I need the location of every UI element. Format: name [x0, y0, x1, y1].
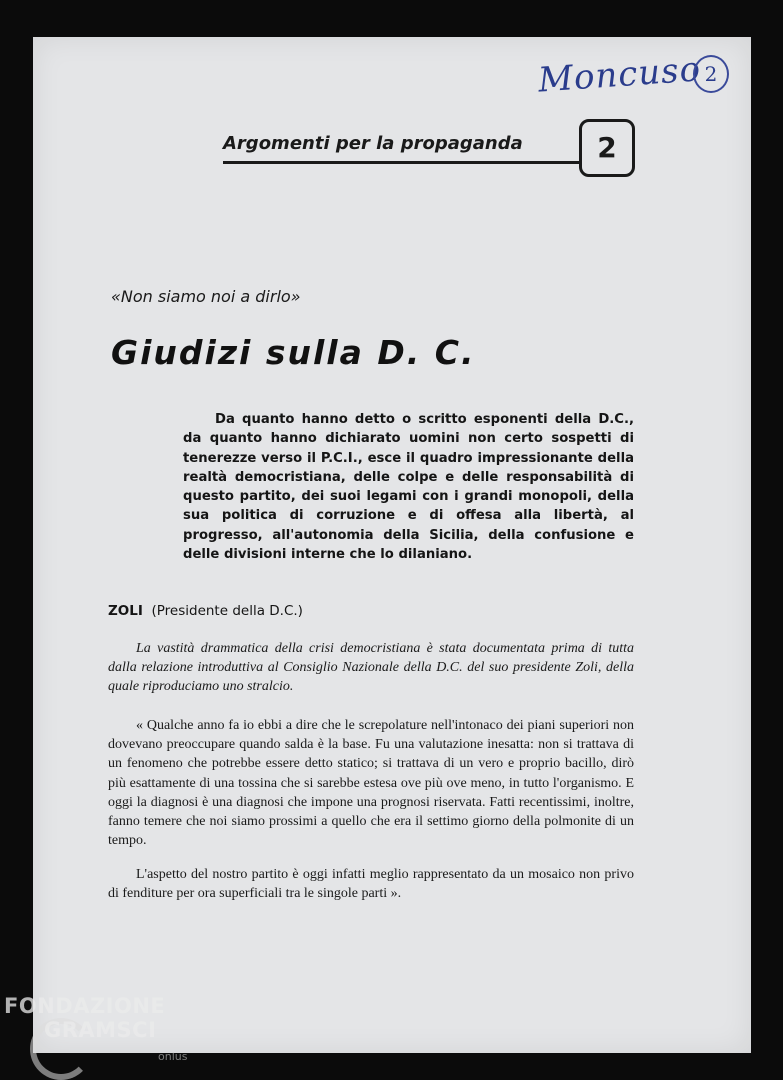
- watermark: [4, 994, 165, 1042]
- watermark-line-3: onlus: [158, 1050, 188, 1063]
- circled-number: 2: [693, 55, 729, 93]
- section-role: (Presidente della D.C.): [151, 603, 303, 619]
- intro-italic-paragraph: La vastità drammatica della crisi democristiana è stata documentata prima di tutta dalla relazione introduttiva al Consiglio Nazionale della D.C. del suo presidente Zoli, della quale riproduciamo uno stralcio.: [108, 641, 634, 695]
- series-underline: [223, 161, 579, 164]
- section-heading: [108, 603, 303, 619]
- quote-paragraph-1: « Qualche anno fa io ebbi a dire che le screpolature nell'intonaco dei piani superiori non dovevano preoccupare quando salda è la base. Fu una valutazione inesatta: non si trattava di un fenomeno che potrebbe essere detto statico; si trattava di un vero e proprio bacillo, dirò più esattamente di una tossina che si sarebbe estesa ove più ove meno, in tutto l'organismo. E oggi la diagnosi è una diagnosi che impone una prognosi riservata. Fatti recentissimi, inoltre, fanno temere che noi siamo prossimi a quello che era il settimo giorno della polmonite di un tempo.: [108, 718, 634, 849]
- series-number-badge: 2: [579, 119, 635, 177]
- page-title: Giudizi sulla D. C.: [111, 333, 476, 372]
- handwritten-annotation: Moncuso: [536, 49, 703, 101]
- watermark-line-2: GRAMSCI: [44, 1018, 157, 1042]
- series-title: Argomenti per la propaganda: [223, 133, 523, 154]
- subtitle: «Non siamo noi a dirlo»: [111, 287, 301, 306]
- intro-paragraph: [183, 410, 634, 564]
- watermark-line-1: FONDAZIONE: [4, 994, 166, 1018]
- section-name: ZOLI: [108, 603, 143, 619]
- intro-text: Da quanto hanno detto o scritto esponenti della D.C., da quanto hanno dichiarato uomini non certo sospetti di tenerezze verso il P.C.I., esce il quadro impressionante della realtà democristiana, delle colpe e delle responsabilità di questo partito, dei suoi legami con i grandi monopoli, della sua politica di corruzione e di offesa alla libertà, al progresso, all'autonomia della Sicilia, della confusione e delle divisioni interne che lo dilaniano.: [183, 412, 634, 563]
- document-page: [33, 37, 751, 1053]
- quote-paragraph-2: L'aspetto del nostro partito è oggi infatti meglio rappresentato da un mosaico non privo di fenditure per ora superficiali tra le singole parti ».: [108, 867, 634, 902]
